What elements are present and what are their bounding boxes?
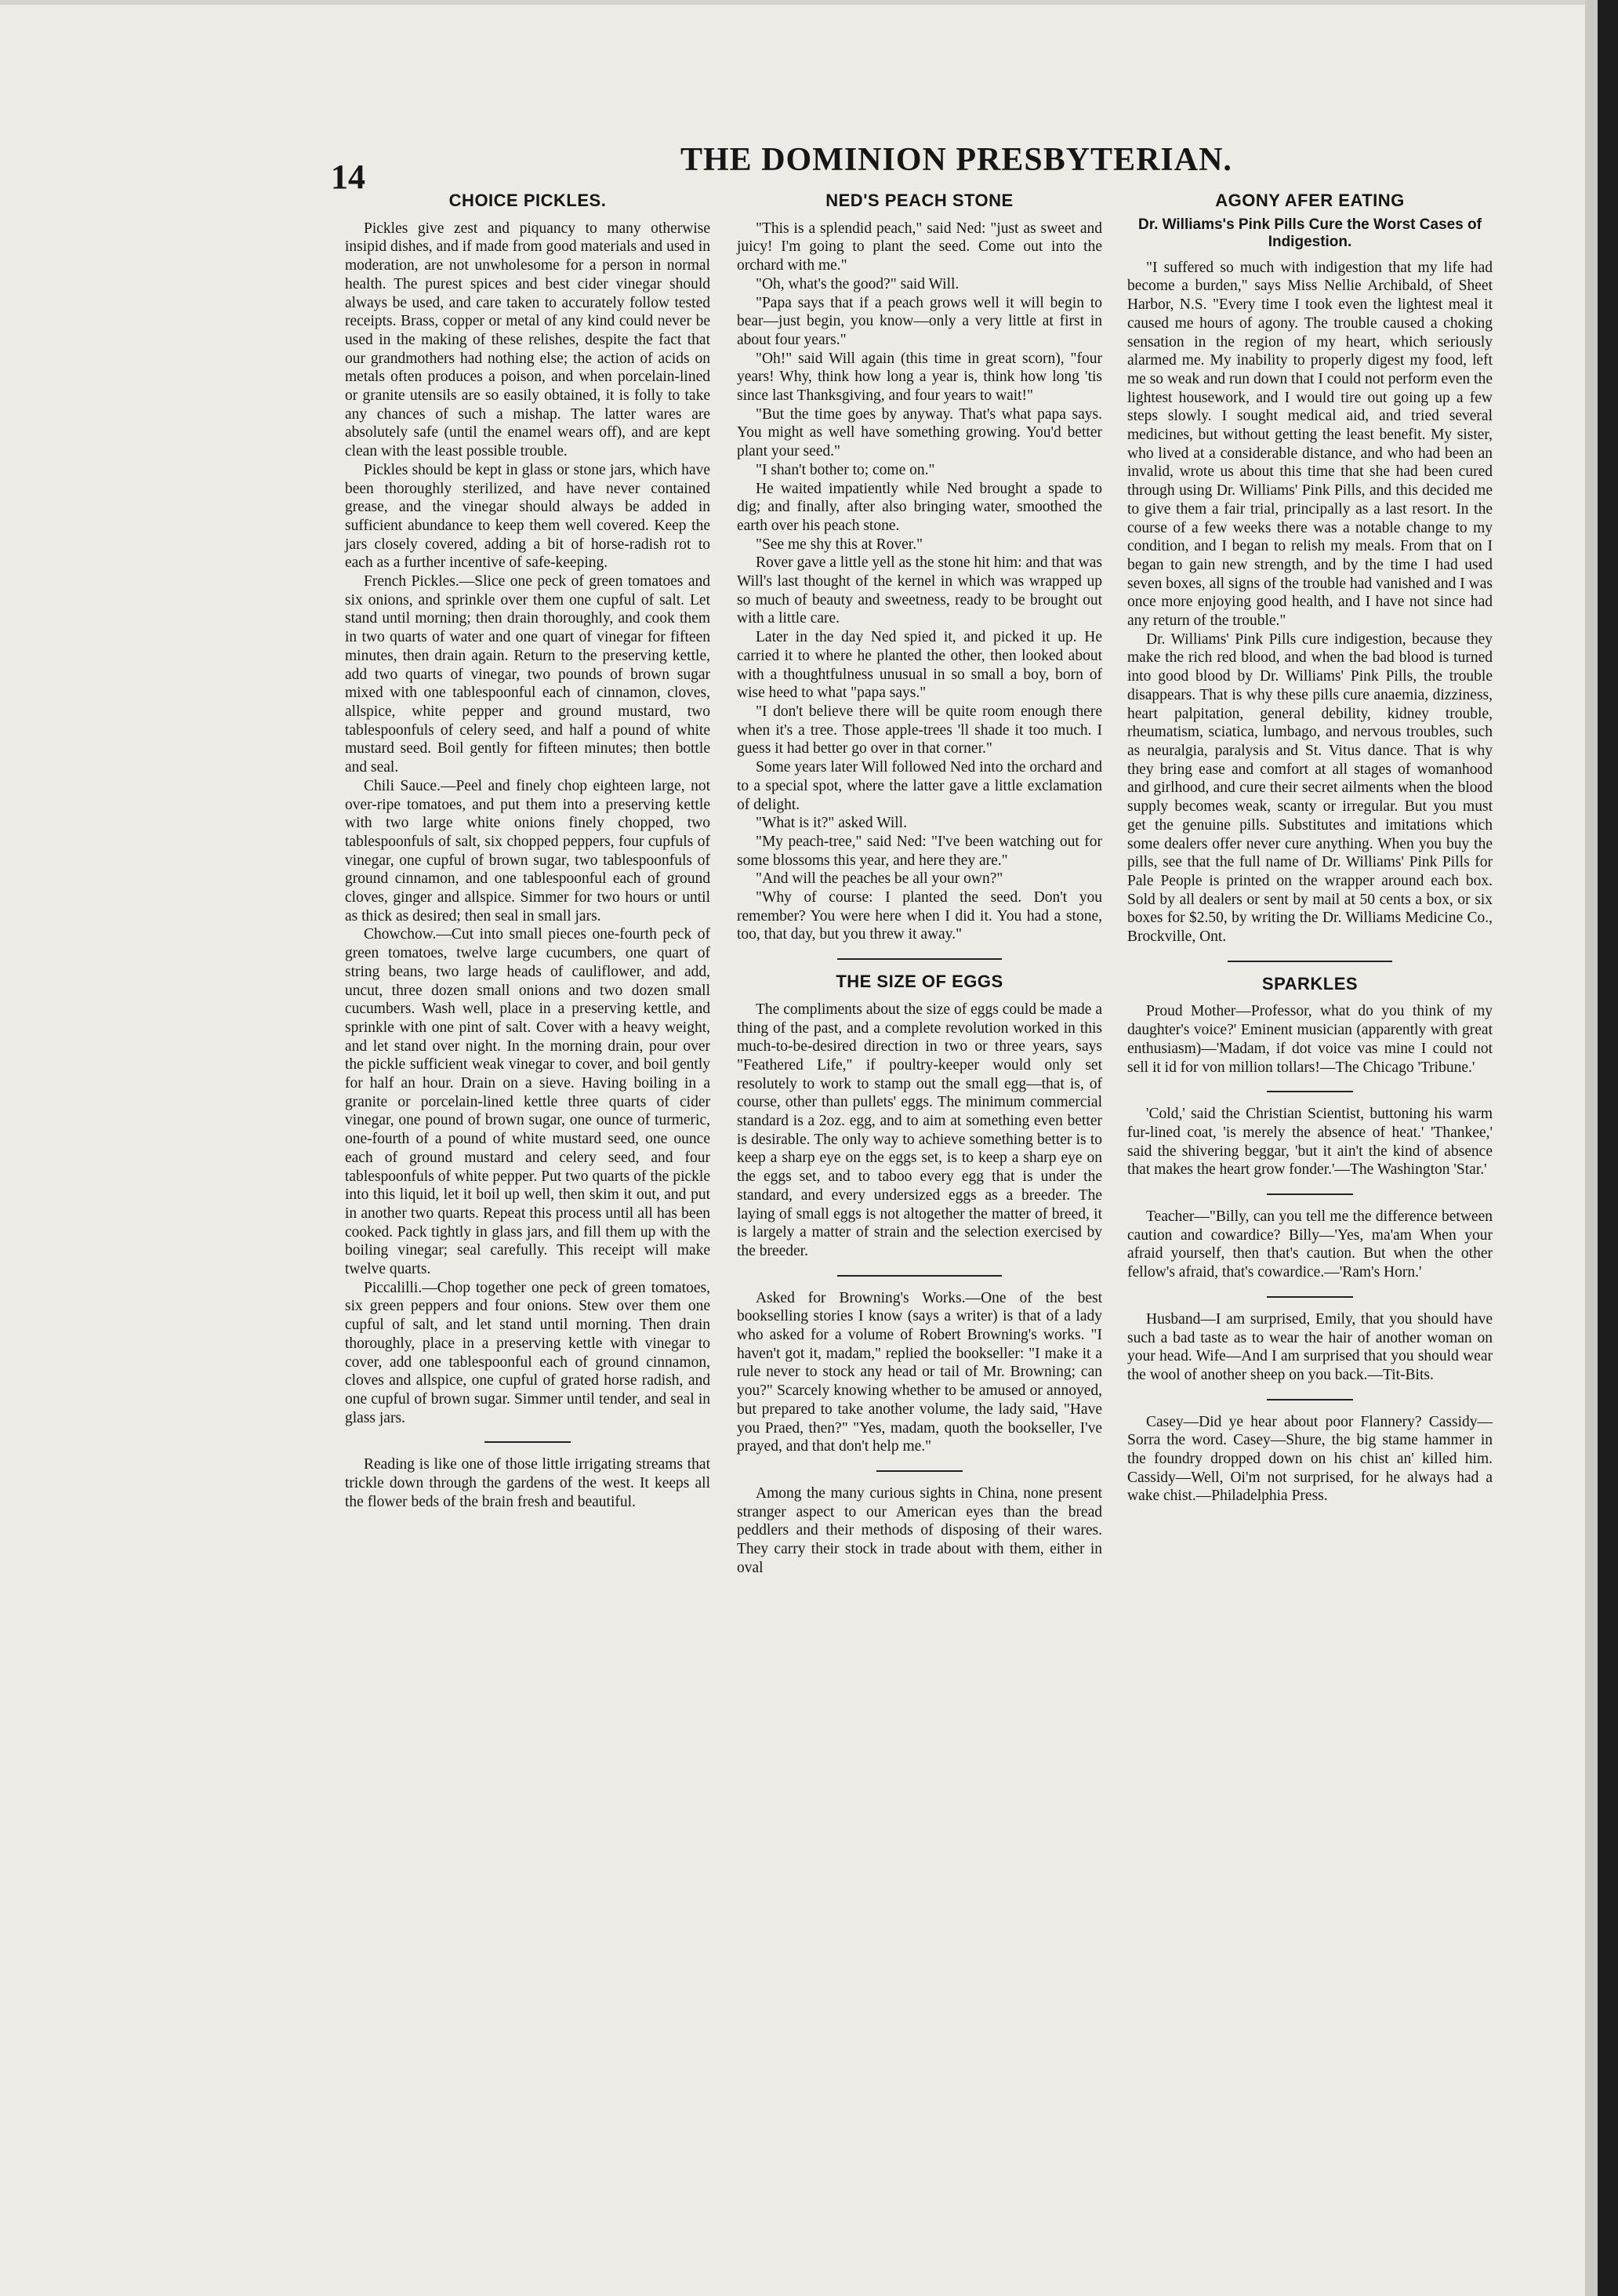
paragraph: "Oh, what's the good?" said Will. (756, 275, 960, 292)
paragraph: Rover gave a little yell as the stone hit him: and that was Will's last thought of the kernel in which was wrapped up so much of beauty and sweetness, ready to be brought out with a little care. (737, 554, 1102, 627)
divider (1267, 1296, 1353, 1298)
divider (1267, 1399, 1353, 1400)
paragraph: Chili Sauce.—Peel and finely chop eighteen large, not over-ripe tomatoes, and put them into a preserving kettle with two large white onions finely chopped, two tablespoonfuls of salt, six chopped peppers, four cupfuls of vinegar, one cupful of brown sugar, two tablespoonfuls of ground cinnamon, and one tablespoonful each of ground cloves, ginger and allspice. Simmer for two hours or until as thick as desired; then seal in small jars. (345, 777, 710, 925)
paragraph: "I shan't bother to; come on." (756, 461, 935, 478)
divider (1267, 1091, 1353, 1092)
paragraph: Asked for Browning's Works.—One of the best bookselling stories I know (says a writer) is that of a lady who asked for a volume of Robert Browning's works. "I haven't got it, madam," replied the bookseller: "I make it a rule never to stock any head or tail of Mr. Browning; can you?" Scarcely knowing whether to be amused or annoyed, but prepared to take another volume, the lady said, "Have you Praed, then?" "Yes, madam, quoth the bookseller, I've prayed, and that don't help me." (737, 1289, 1102, 1455)
article-subtitle: Dr. Williams's Pink Pills Cure the Worst Cases of Indigestion. (1138, 216, 1482, 250)
paragraph: Some years later Will followed Ned into the orchard and to a special spot, where the latter gave a little exclamation of delight. (737, 759, 1102, 813)
paragraph: Piccalilli.—Chop together one peck of green tomatoes, six green peppers and four onions. Stew over them one cupful of salt, and let stand until morning. Then drain thoroughly, place in a preserving kettle with vinegar to cover, add one tablespoonful each of ground cinnamon, cloves and allspice, one cupful of grated horse radish, and one cupful of brown sugar. Simmer until tender, and seal in glass jars. (345, 1279, 710, 1426)
article-title-sparkles: SPARKLES (1261, 973, 1359, 994)
paragraph: "And will the peaches be all your own?" (756, 870, 1003, 888)
divider (1267, 1193, 1353, 1195)
sparkle-item: Casey—Did ye hear about poor Flannery? Cassidy—Sorra the word. Casey—Shure, the big stame hammer in the foundry dropped down on his chist an' killed him. Cassidy—Well, Oi'm not surprised, for he always had a wake chist.—Philadelphia Press. (1127, 1413, 1493, 1505)
divider (837, 958, 1002, 960)
paragraph: "I don't believe there will be quite room enough there when it's a tree. Those apple-trees 'll shade it too much. I guess it had better go over in that corner." (737, 703, 1102, 757)
paragraph: "This is a splendid peach," said Ned: "just as sweet and juicy! I'm going to plant the seed. Come out into the orchard with me." (737, 220, 1102, 274)
article-title-agony-after-eating: AGONY AFER EATING (1215, 191, 1405, 210)
paragraph: Dr. Williams' Pink Pills cure indigestion, because they make the rich red blood, and when the bad blood is turned into good blood by Dr. Williams' Pink Pills, the trouble disappears. That is why these pills cure anaemia, dizziness, heart palpitation, general debility, kidney trouble, rheumatism, sciatica, lumbago, and nervous troubles, such as neuralgia, paralysis and St. Vitus dance. That is why they bring ease and comfort at all stages of womanhood and girlhood, and cure their secret ailments when the blood supply becomes weak, scanty or irregular. But you must get the genuine pills. Substitutes and imitations which some dealers offer never cure anything. When you buy the pills, see that the full name of Dr. Williams' Pink Pills for Pale People is printed on the wrapper around each box. Sold by all dealers or sent by mail at 50 cents a box, or six boxes for $2.50, by writing the Dr. Williams Medicine Co., Brockville, Ont. (1127, 630, 1493, 946)
paragraph: "Oh!" said Will again (this time in great scorn), "four years! Why, think how long a year is, think how long 'tis since last Thanksgiving, and four years to wait!" (737, 350, 1102, 405)
paragraph: "I suffered so much with indigestion that my life had become a burden," says Miss Nellie Archibald, of Sheet Harbor, N.S. "Every time I took even the lightest meal it caused me hours of agony. The trouble caused a choking sensation in the region of my heart, which seriously alarmed me. My inability to properly digest my food, left me so weak and run down that I could not perform even the lightest housework, and I would tire out going up a few steps slowly. I sought medical aid, and tried several medicines, but without getting the least benefit. My sister, who lived at a considerable distance, and who had been an invalid, wrote us about this time that she had been cured through using Dr. Williams' Pink Pills, and this decided me to give them a fair trial, principally as a last resort. In the course of a few weeks there was a notable change to my condition, and I began to relish my meals. From that on I began to gain new strength, and by the time I had used seven boxes, all signs of the trouble had vanished and I was once more enjoying good health, and I have not since had any return of the trouble." (1127, 259, 1493, 630)
binding-edge-shadow (1585, 0, 1598, 2296)
sparkle-item: Teacher—"Billy, can you tell me the difference between caution and cowardice? Billy—'Yes, ma'am When your afraid yourself, then that's caution. But when the other fellow's afraid, that's cowardice.—'Ram's Horn.' (1127, 1208, 1493, 1281)
page-number: 14 (331, 158, 365, 196)
divider (837, 1275, 1002, 1277)
column-2 (737, 188, 1102, 1578)
sparkle-item: Husband—I am surprised, Emily, that you should have such a bad taste as to wear the hair of another woman on your head. Wife—And I am surprised that you should wear the wool of another sheep on you back.—Tit-Bits. (1127, 1310, 1493, 1383)
paragraph: "See me shy this at Rover." (756, 536, 923, 553)
column-3 (1127, 188, 1493, 1506)
binding-edge (1598, 0, 1618, 2296)
article-title-neds-peach-stone: NED'S PEACH STONE (825, 191, 1014, 210)
article-title-choice-pickles: CHOICE PICKLES. (448, 191, 607, 210)
paragraph: He waited impatiently while Ned brought a spade to dig; and finally, after also bringing water, smoothed the earth over his peach stone. (737, 480, 1102, 534)
paragraph: Among the many curious sights in China, none present stranger aspect to our American eyes than the bread peddlers and their methods of disposing of their wares. They carry their stock in trade about with them, either in oval (737, 1485, 1102, 1576)
column-1 (345, 188, 710, 1512)
top-margin (0, 0, 1618, 5)
sparkle-item: Proud Mother—Professor, what do you think of my daughter's voice?' Eminent musician (apparently with great enthusiasm)—'Madam, if dot voice vas mine I could not sell it id for von million tollars!—The Chicago 'Tribune.' (1127, 1003, 1493, 1076)
paragraph: Chowchow.—Cut into small pieces one-fourth peck of green tomatoes, twelve large cucumbers, one quart of string beans, two large heads of cauliflower, and add, uncut, three dozen small onions and two dozen small cucumbers. Wash well, place in a preserving kettle, and sprinkle with one pint of salt. Cover with a heavy weight, and let stand over night. In the morning drain, pour over the pickle sufficient weak vinegar to cover, and boil gently for half an hour. Drain on a sieve. Having boiling in a granite or porcelain-lined kettle three quarts of cider vinegar, one pound of brown sugar, one ounce of turmeric, one-fourth of a pound of white mustard seed, one ounce each of ground mustard and celery seed, and four tablespoonfuls of white pepper. Put two quarts of the pickle into this liquid, let it boil up well, then skim it out, and put in another two quarts. Repeat this process until all has been cooked. Pack tightly in glass jars, and fill them up with the boiling vinegar; seal carefully. This receipt will make twelve quarts. (345, 926, 710, 1278)
paragraph: "Why of course: I planted the seed. Don't you remember? You were here when I did it. You had a stone, too, that day, but you threw it away." (737, 889, 1102, 943)
divider (484, 1441, 571, 1443)
paragraph: Pickles give zest and piquancy to many otherwise insipid dishes, and if made from good materials and used in moderation, are not unwholesome for a person in normal health. The purest spices and best cider vinegar should always be used, and care taken to accurately follow tested receipts. Brass, copper or metal of any kind could never be used in the making of these relishes, despite the fact that our grandmothers had nothing else; the action of acids on metals often produces a poison, and when porcelain-lined or granite utensils are so easily obtained, it is folly to take any chances of such a mishap. The latter wares are absolutely safe (until the enamel wears off), and are kept clean with the least possible trouble. (345, 220, 710, 460)
paragraph: "But the time goes by anyway. That's what papa says. You might as well have something growing. You'd better plant your seed." (737, 405, 1102, 460)
sparkle-item: 'Cold,' said the Christian Scientist, buttoning his warm fur-lined coat, 'is merely the absence of heat.' 'Thankee,' said the shivering beggar, 'but it ain't the kind of absence that makes the heart grow fonder.'—The Washington 'Star.' (1127, 1106, 1493, 1179)
paragraph: "My peach-tree," said Ned: "I've been watching out for some blossoms this year, and here they are." (737, 833, 1102, 869)
masthead: THE DOMINION PRESBYTERIAN. (680, 142, 1232, 178)
paragraph: "Papa says that if a peach grows well it will begin to bear—just begin, you know—only a very little at first in about four years." (737, 294, 1102, 348)
divider (876, 1470, 963, 1472)
article-title-size-of-eggs: THE SIZE OF EGGS (836, 972, 1003, 992)
paragraph: The compliments about the size of eggs could be made a thing of the past, and a complete revolution worked in this much-to-be-desired direction in two or three years, says "Feathered Life," if poultry-keeper would only set resolutely to work to stamp out the small egg—that is, of course, other than pullets' eggs. The minimum commercial standard is a 2oz. egg, and to aim at something even better is desirable. The only way to achieve something better is to keep a sharp eye on the eggs set, is to keep a sharp eye on the eggs set, and to taboo every egg that is under the standard, and every undersized eggs as a breeder. The laying of small eggs is not altogether the matter of breed, it is largely a matter of strain and the selection exercised by the breeder. (737, 1001, 1102, 1259)
divider (1228, 961, 1392, 962)
closing-paragraph: Reading is like one of those little irrigating streams that trickle down through the gardens of the west. It keeps all the flower beds of the brain fresh and beautiful. (345, 1456, 710, 1510)
paragraph: Pickles should be kept in glass or stone jars, which have been thoroughly sterilized, and have never contained grease, and the vinegar should always be added in sufficient abundance to keep them well covered. Keep the jars closely covered, adding a bit of horse-radish rot to each as a further incentive of safe-keeping. (345, 461, 710, 572)
paragraph: "What is it?" asked Will. (756, 815, 907, 832)
paragraph: Later in the day Ned spied it, and picked it up. He carried it to where he planted the other, then looked about with a thoughtfulness unusual in so small a boy, born of wise heed to what "papa says." (737, 629, 1102, 702)
paragraph: French Pickles.—Slice one peck of green tomatoes and six onions, and sprinkle over them one cupful of salt. Let stand until morning; then drain thoroughly, and cook them in two quarts of water and one quart of vinegar for fifteen minutes, then drain again. Return to the preserving kettle, add two quarts of vinegar, two pounds of brown sugar mixed with one tablespoonful each of cinnamon, cloves, allspice, white pepper and ground mustard, two tablespoonfuls of celery seed, and half a pound of white mustard seed. Boil gently for fifteen minutes; then bottle and seal. (345, 573, 710, 776)
